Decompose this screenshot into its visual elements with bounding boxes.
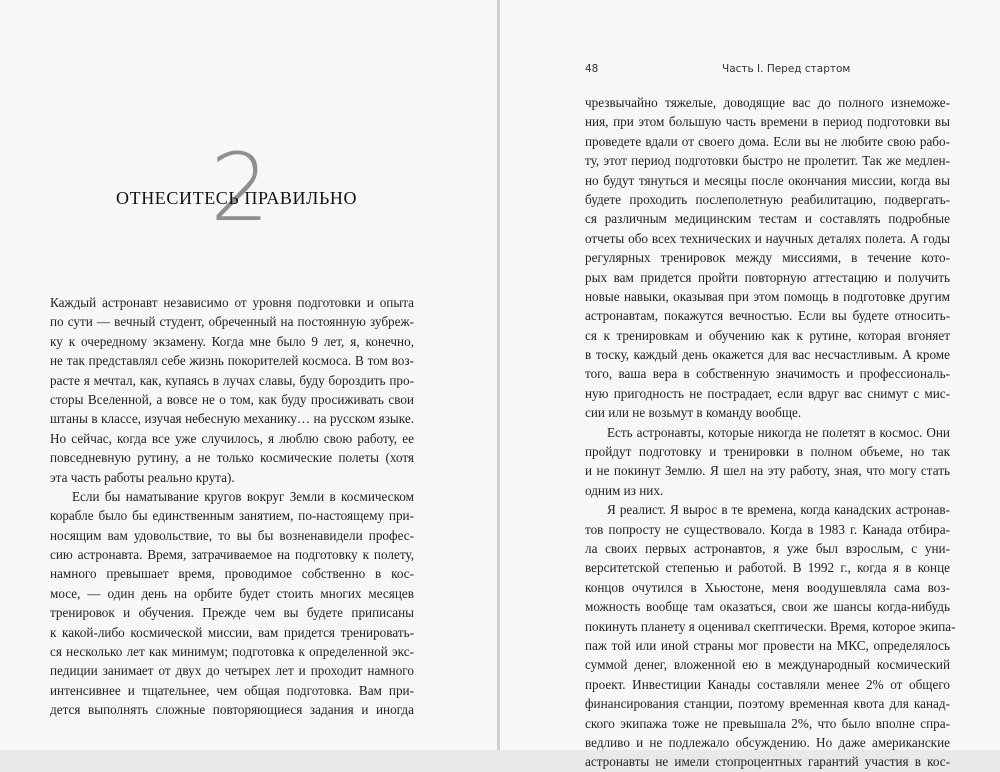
text-line: можность вообще там оказаться, свои же шансы когда-нибудь <box>585 599 950 615</box>
text-line: к какой-либо космической миссии, вам придется тренировать- <box>50 624 414 640</box>
text-line: но будут тянуться и месяцы после окончания миссии, когда вы <box>585 172 950 188</box>
text-line: тренировок и обучения. Прежде чем вы будете приписаны <box>50 605 414 621</box>
text-line: регулярных тренировок между миссиями, в течение кото- <box>585 250 950 266</box>
running-title: Часть I. Перед стартом <box>722 63 851 75</box>
text-line: мосе, — один день на орбите будет стоить многих месяцев <box>50 585 414 601</box>
text-line: ту, этот период подготовки быстро не пролетит. Так же медлен- <box>585 153 950 169</box>
text-line: Я реалист. Я вырос в те времена, когда канадских астронав- <box>607 502 950 518</box>
text-line: ся несколько лет как минимум; подготовка к определенной экс- <box>50 644 414 660</box>
text-line: сию астронавта. Время, затрачиваемое на подготовку к полету, <box>50 547 414 563</box>
text-line: сторы Вселенной, а вовсе не о том, как буду просиживать свои <box>50 391 414 407</box>
text-line: ся к тренировкам и обучению как к рутине, которая вгоняет <box>585 327 950 343</box>
right-page-body-text <box>585 93 956 772</box>
text-line: по сути — вечный студент, обреченный на постоянную зубреж- <box>50 314 414 330</box>
text-line: тов попросту не существовало. Когда в 1983 г. Канада отбира- <box>585 521 950 537</box>
text-line: ния, при этом большую часть времени в период подготовки вы <box>585 114 950 130</box>
text-line: верситетской степенью и работой. В 1992 г., когда я в конце <box>585 560 950 576</box>
text-line: и не покинут Землю. Я шел на эту работу, зная, что могу стать <box>585 463 950 479</box>
text-line: расте я мечтал, как, купаясь в лучах славы, буду бороздить про- <box>50 372 414 388</box>
text-line: проведете вдали от своего дома. Если вы не любите свою рабо- <box>585 133 950 149</box>
text-line: того, ваша вера в собственную значимость и профессиональ- <box>585 366 950 382</box>
text-line: сии или не возьмут в команду вообще. <box>585 405 802 421</box>
text-line: одним из них. <box>585 482 664 498</box>
text-line: покинуть планету я оценивал скептически. Время, которое экипа- <box>585 618 956 634</box>
text-line: ла своих первых астронавтов, я уже был взрослым, с уни- <box>585 540 950 556</box>
text-line: пройдут подготовку и тренировки в полном объеме, но так <box>585 444 950 460</box>
text-line: интенсивнее и тщательнее, чем общая подготовка. Вам при- <box>50 682 414 698</box>
text-line: астронавты не имели стопроцентных гарантий участия в кос- <box>585 754 950 770</box>
text-line: не так представлял себе жизнь покорителей космоса. В том воз- <box>50 353 414 369</box>
text-line: носящим вам удовольствие, то вы бы возненавидели профес- <box>50 527 414 543</box>
text-line: финансирования станции, поэтому временная квота для канад- <box>585 696 950 712</box>
chapter-title: ОТНЕСИТЕСЬ ПРАВИЛЬНО <box>116 188 358 208</box>
text-line: чрезвычайно тяжелые, доводящие вас до полного изнеможе- <box>585 95 950 110</box>
text-line: корабле было бы единственным занятием, по-настоящему при- <box>50 508 414 524</box>
text-line: рых вам придется пройти повторную аттестацию и получить <box>585 269 950 285</box>
text-line: повседневную рутину, а не только космические полеты (хотя <box>50 450 414 466</box>
text-line: паж той или иной страны мог провести на МКС, определялось <box>585 637 950 653</box>
text-line: дется выполнять сложные повторяющиеся задания и иногда <box>50 702 414 718</box>
text-line: отчеты обо всех технических и научных деталях полета. А годы <box>585 230 950 246</box>
text-line: Есть астронавты, которые никогда не полетят в космос. Они <box>607 424 950 440</box>
text-line: ведливо и не подлежало обсуждению. Но даже американские <box>585 734 950 750</box>
text-line: Если бы наматывание кругов вокруг Земли в космическом <box>72 488 414 504</box>
text-line: ную пригодность не пострадает, если вдруг вас снимут с мис- <box>585 385 950 401</box>
text-line: в тоску, каждый день окажется для вас несчастливым. А кроме <box>585 347 950 363</box>
text-line: концов очутился в Хьюстоне, меня воодушевляла сама воз- <box>585 579 950 595</box>
text-line: Каждый астронавт независимо от уровня подготовки и опыта <box>50 295 414 310</box>
left-page <box>0 0 497 750</box>
text-line: суммой денег, вложенной ею в международный космический <box>585 657 950 673</box>
text-line: штаны в классе, изучая небесную механику… на русском языке. <box>50 411 414 427</box>
text-line: проект. Инвестиции Канады составляли менее 2% от общего <box>585 676 950 692</box>
text-line: ку к очередному экзамену. Когда мне было 9 лет, я, конечно, <box>50 333 414 349</box>
page-number: 48 <box>585 63 599 75</box>
chapter-number: 2 <box>210 134 270 243</box>
text-line: намного превышает время, проводимое собственно в кос- <box>50 566 414 582</box>
text-line: эта часть работы реально крута). <box>50 469 235 485</box>
text-line: ся различным медицинским тестам и составлять подробные <box>585 211 950 227</box>
text-line: ского экипажа тоже не превышала 2%, что было вполне спра- <box>585 715 950 731</box>
text-line: педиции занимает от двух до четырех лет и проходит намного <box>50 663 414 679</box>
text-line: будете проходить послеполетную реабилитацию, подвергать- <box>585 191 950 207</box>
right-page <box>500 0 1000 770</box>
text-line: астронавтам, покажутся вечностью. Если вы будете относить- <box>585 308 950 324</box>
left-page-body-text <box>50 293 414 720</box>
text-line: Но сейчас, когда все уже случилось, я люблю свою работу, ее <box>50 430 414 446</box>
text-line: новые навыки, оказывая при этом помощь в подготовке другим <box>585 288 950 304</box>
